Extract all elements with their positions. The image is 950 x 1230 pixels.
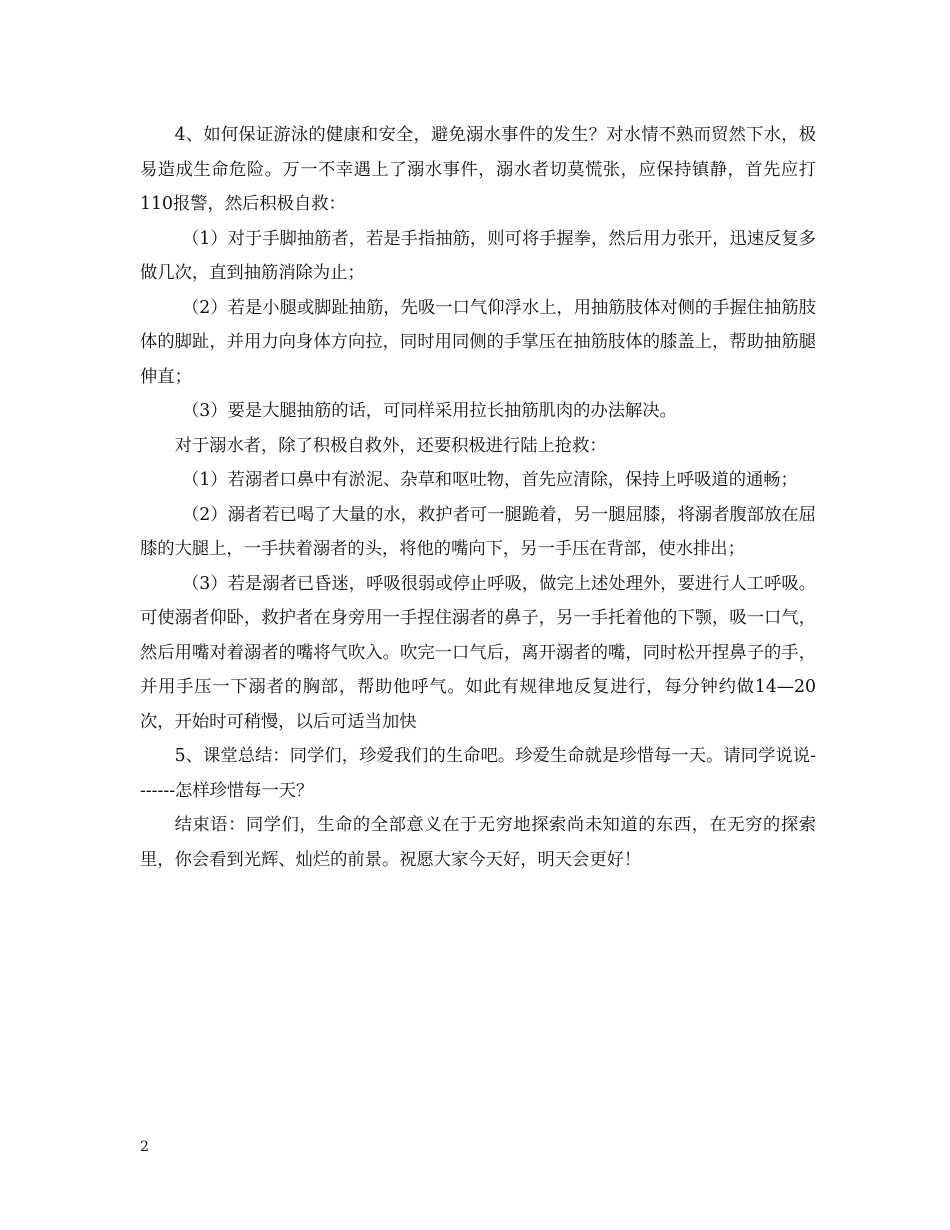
paragraph-class-summary: 5、课堂总结：同学们，珍爱我们的生命吧。珍爱生命就是珍惜每一天。请同学说说-------怎样珍惜每一天？ bbox=[140, 746, 816, 801]
document-body bbox=[140, 118, 816, 877]
list-item-artificial-respiration: （3）若是溺者已昏迷，呼吸很弱或停止呼吸，做完上述处理外，要进行人工呼吸。可使溺者仰卧，救护者在身旁用一手捏住溺者的鼻子，另一手托着他的下颚，吸一口气，然后用嘴对着溺者的嘴将气吹入。吹完一口气后，离开溺者的嘴，同时松开捏鼻子的手，并用手压一下溺者的胸部，帮助他呼气。如此有规律地反复进行，每分钟约做14—20次，开始时可稍慢，以后可适当加快 bbox=[140, 573, 816, 732]
list-item-clear-airway: （1）若溺者口鼻中有淤泥、杂草和呕吐物，首先应清除，保持上呼吸道的通畅； bbox=[182, 470, 798, 490]
list-item-calf-cramp: （2）若是小腿或脚趾抽筋，先吸一口气仰浮水上，用抽筋肢体对侧的手握住抽筋肢体的脚趾，并用力向身体方向拉，同时用同侧的手掌压在抽筋肢体的膝盖上，帮助抽筋腿伸直； bbox=[140, 297, 816, 387]
paragraph-swimming-safety: 4、如何保证游泳的健康和安全，避免溺水事件的发生？对水情不熟而贸然下水，极易造成生命危险。万一不幸遇上了溺水事件，溺水者切莫慌张，应保持镇静，首先应打110报警，然后积极自救： bbox=[140, 125, 816, 214]
list-item-drain-water: （2）溺者若已喝了大量的水，救护者可一腿跪着，另一腿屈膝，将溺者腹部放在屈膝的大腿上，一手扶着溺者的头，将他的嘴向下，另一手压在背部，使水排出； bbox=[140, 504, 816, 559]
paragraph-closing-remarks: 结束语：同学们，生命的全部意义在于无穷地探索尚未知道的东西，在无穷的探索里，你会看到光辉、灿烂的前景。祝愿大家今天好，明天会更好！ bbox=[140, 815, 816, 870]
page-number: 2 bbox=[140, 1139, 149, 1155]
list-item-thigh-cramp: （3）要是大腿抽筋的话，可同样采用拉长抽筋肌肉的办法解决。 bbox=[182, 401, 677, 421]
list-item-hand-cramp: （1）对于手脚抽筋者，若是手指抽筋，则可将手握拳，然后用力张开，迅速反复多做几次，直到抽筋消除为止； bbox=[140, 228, 816, 283]
paragraph-land-rescue: 对于溺水者，除了积极自救外，还要积极进行陆上抢救： bbox=[174, 435, 607, 456]
